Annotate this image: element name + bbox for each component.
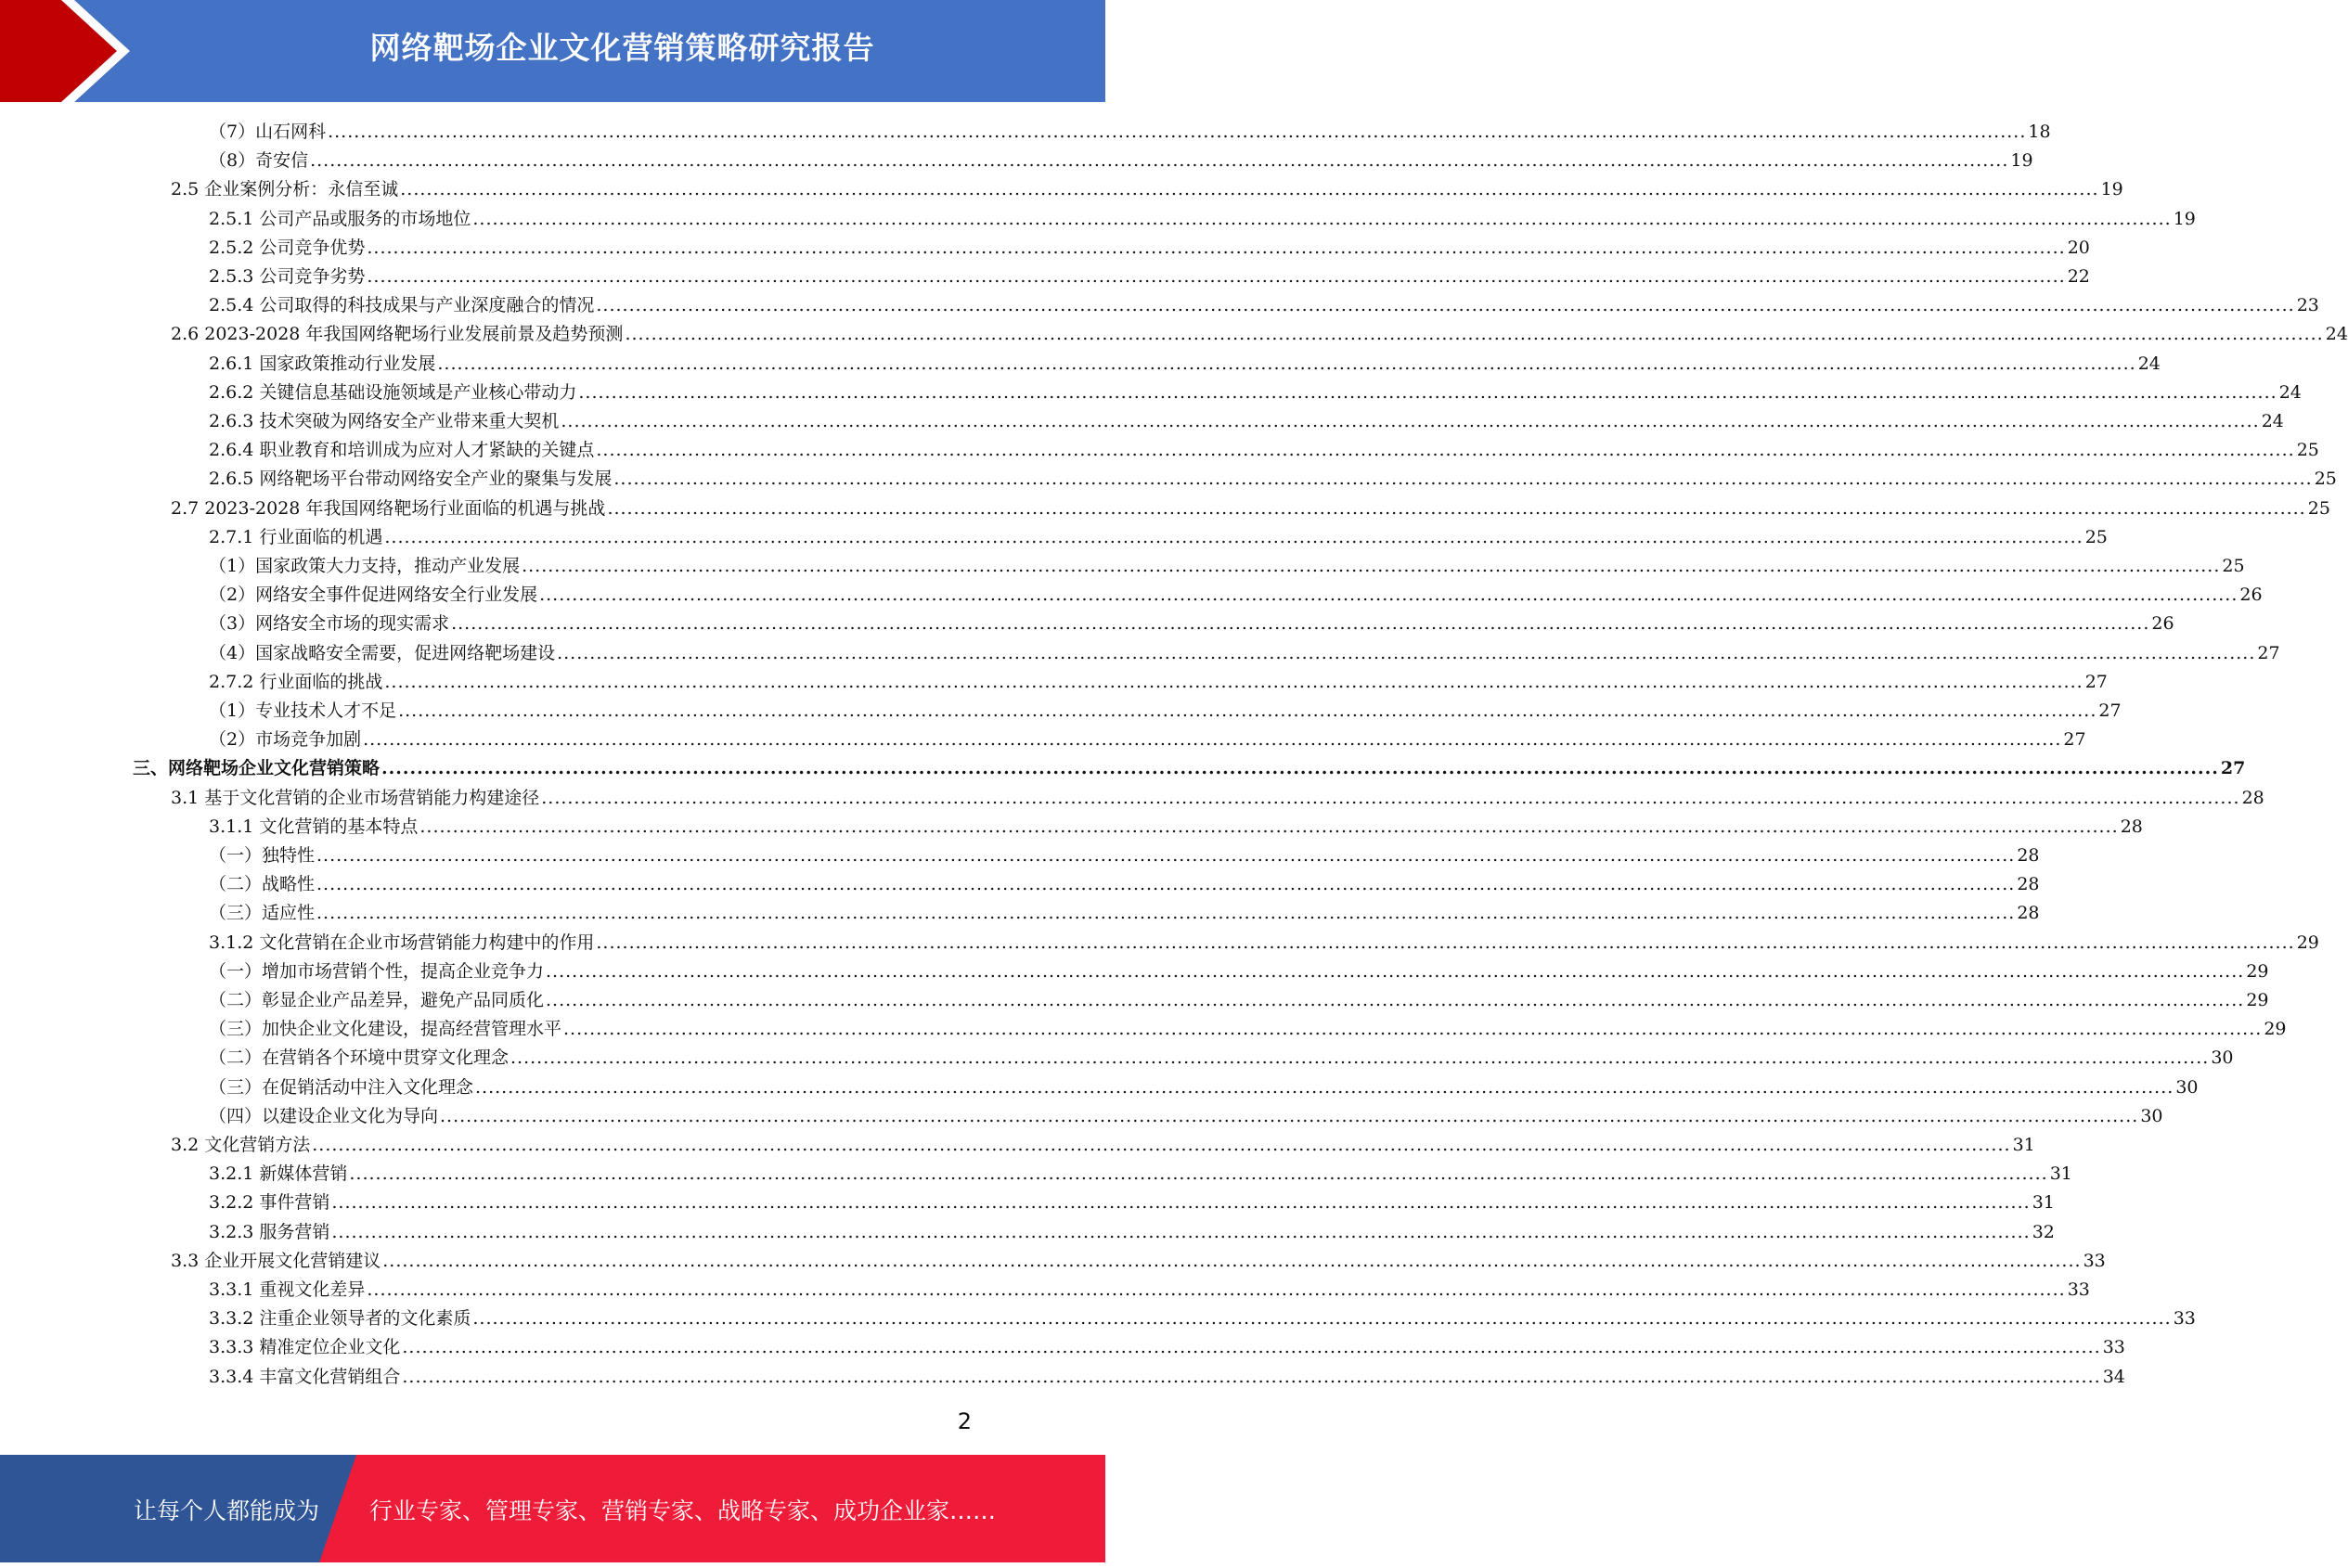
- toc-entry-label: （三）在促销活动中注入文化理念: [209, 1076, 474, 1098]
- toc-leader-dots: ....................................................................................................................................................................................................................................................................: [437, 353, 2136, 374]
- toc-entry-label: 3.2.1 新媒体营销: [209, 1163, 348, 1185]
- toc-entry-label: （三）加快企业文化建设，提高经营管理水平: [209, 1019, 562, 1040]
- toc-entry-label: 三、网络靶场企业文化营销策略: [133, 758, 381, 779]
- toc-entry-label: 3.3.3 精准定位企业文化: [209, 1337, 401, 1358]
- toc-leader-dots: ....................................................................................................................................................................................................................................................................: [563, 1019, 2263, 1040]
- toc-entry-label: （2）市场竞争加剧: [209, 729, 362, 751]
- toc-entry-page: 33: [2067, 1279, 2090, 1300]
- toc-entry[interactable]: [209, 205, 2196, 234]
- toc-entry[interactable]: [171, 320, 2348, 349]
- toc-entry-label: 3.1.1 文化营销的基本特点: [209, 816, 419, 837]
- toc-entry-label: 2.6 2023-2028 年我国网络靶场行业发展前景及趋势预测: [171, 324, 624, 345]
- toc-entry-page: 25: [2084, 526, 2108, 547]
- toc-entry[interactable]: [209, 147, 2033, 175]
- toc-leader-dots: ....................................................................................................................................................................................................................................................................: [578, 381, 2277, 403]
- toc-entry-page: 26: [2239, 585, 2263, 606]
- toc-entry[interactable]: [209, 234, 2090, 263]
- report-title: 网络靶场企业文化营销策略研究报告: [369, 30, 875, 66]
- toc-entry-page: 25: [2307, 497, 2330, 519]
- toc-leader-dots: ....................................................................................................................................................................................................................................................................: [419, 816, 2119, 837]
- toc-entry[interactable]: [171, 784, 2264, 813]
- toc-leader-dots: ....................................................................................................................................................................................................................................................................: [625, 324, 2324, 345]
- toc-leader-dots: ....................................................................................................................................................................................................................................................................: [472, 1308, 2172, 1330]
- toc-entry-page: 27: [2257, 642, 2280, 663]
- toc-leader-dots: ....................................................................................................................................................................................................................................................................: [613, 469, 2313, 490]
- toc-leader-dots: ....................................................................................................................................................................................................................................................................: [367, 1279, 2066, 1300]
- toc-entry-page: 25: [2296, 440, 2319, 461]
- toc-leader-dots: ....................................................................................................................................................................................................................................................................: [607, 497, 2306, 519]
- toc-entry-page: 29: [2264, 1019, 2287, 1040]
- footer-slogan-left: 让每个人都能成为: [134, 1497, 320, 1524]
- toc-entry-label: 2.6.5 网络靶场平台带动网络安全产业的聚集与发展: [209, 469, 613, 490]
- toc-entry-page: 29: [2246, 990, 2269, 1010]
- page-header: [0, 0, 1105, 102]
- toc-leader-dots: ....................................................................................................................................................................................................................................................................: [522, 556, 2221, 576]
- toc-entry-label: （8）奇安信: [209, 150, 309, 172]
- toc-leader-dots: ....................................................................................................................................................................................................................................................................: [402, 1366, 2101, 1387]
- toc-entry[interactable]: [209, 1189, 2055, 1217]
- toc-entry-page: 24: [2278, 381, 2302, 403]
- toc-entry-page: 28: [2017, 903, 2040, 924]
- toc-entry-page: 27: [2084, 671, 2108, 692]
- toc-entry-page: 27: [2063, 729, 2086, 751]
- toc-entry-page: 19: [2010, 150, 2033, 172]
- toc-entry-label: （三）适应性: [209, 903, 316, 924]
- toc-entry[interactable]: [209, 1363, 2125, 1392]
- toc-entry-label: 3.3.4 丰富文化营销组合: [209, 1366, 401, 1387]
- toc-leader-dots: ....................................................................................................................................................................................................................................................................: [382, 1250, 2082, 1271]
- toc-entry-label: 2.6.4 职业教育和培训成为应对人才紧缺的关键点: [209, 440, 595, 461]
- toc-leader-dots: ....................................................................................................................................................................................................................................................................: [596, 440, 2295, 461]
- toc-leader-dots: ....................................................................................................................................................................................................................................................................: [546, 960, 2245, 982]
- toc-entry-page: 30: [2211, 1047, 2234, 1069]
- toc-leader-dots: ....................................................................................................................................................................................................................................................................: [349, 1163, 2048, 1185]
- toc-entry[interactable]: [209, 1160, 2072, 1189]
- toc-entry[interactable]: [209, 465, 2337, 494]
- toc-entry[interactable]: [171, 1247, 2106, 1276]
- toc-entry[interactable]: [209, 813, 2143, 842]
- toc-leader-dots: ....................................................................................................................................................................................................................................................................: [384, 526, 2084, 547]
- toc-leader-dots: ....................................................................................................................................................................................................................................................................: [510, 1047, 2210, 1069]
- toc-entry[interactable]: [209, 1044, 2234, 1073]
- toc-entry-page: 26: [2151, 613, 2174, 635]
- toc-leader-dots: ....................................................................................................................................................................................................................................................................: [331, 1192, 2031, 1214]
- toc-entry-label: （一）独特性: [209, 845, 316, 866]
- toc-entry-label: 3.1.2 文化营销在企业市场营销能力构建中的作用: [209, 932, 595, 953]
- toc-entry-page: 32: [2032, 1221, 2055, 1242]
- toc-entry-page: 29: [2246, 960, 2269, 982]
- toc-entry-label: 2.7.1 行业面临的机遇: [209, 526, 383, 547]
- toc-entry[interactable]: [209, 726, 2086, 754]
- toc-entry-page: 28: [2017, 874, 2040, 895]
- toc-leader-dots: ....................................................................................................................................................................................................................................................................: [561, 411, 2260, 431]
- toc-entry[interactable]: [209, 899, 2040, 928]
- toc-entry[interactable]: [209, 842, 2040, 870]
- toc-leader-dots: ....................................................................................................................................................................................................................................................................: [331, 1221, 2031, 1242]
- toc-entry[interactable]: [133, 754, 2246, 783]
- toc-entry-label: 2.7.2 行业面临的挑战: [209, 671, 383, 692]
- toc-entry-page: 20: [2067, 237, 2090, 258]
- toc-entry-page: 25: [2314, 469, 2337, 490]
- toc-leader-dots: ....................................................................................................................................................................................................................................................................: [402, 1337, 2101, 1358]
- toc-entry-label: （二）彰显企业产品差异，避免产品同质化: [209, 990, 545, 1010]
- toc-entry[interactable]: [209, 697, 2122, 726]
- toc-entry-label: 2.6.1 国家政策推动行业发展: [209, 353, 436, 374]
- toc-entry-label: 2.5.3 公司竞争劣势: [209, 266, 366, 287]
- toc-entry[interactable]: [209, 407, 2284, 436]
- toc-entry[interactable]: [209, 1305, 2196, 1333]
- toc-entry-page: 24: [2137, 353, 2161, 374]
- page-footer: [0, 1455, 1105, 1562]
- toc-entry-page: 28: [2241, 787, 2264, 808]
- toc-leader-dots: ....................................................................................................................................................................................................................................................................: [316, 874, 2016, 895]
- footer-slogan-right: 行业专家、管理专家、营销专家、战略专家、成功企业家……: [369, 1497, 997, 1524]
- toc-leader-dots: ....................................................................................................................................................................................................................................................................: [384, 671, 2084, 692]
- toc-entry[interactable]: [171, 175, 2123, 204]
- toc-entry-label: 3.2 文化营销方法: [171, 1135, 311, 1155]
- toc-leader-dots: ....................................................................................................................................................................................................................................................................: [475, 1076, 2174, 1098]
- toc-leader-dots: ....................................................................................................................................................................................................................................................................: [316, 845, 2016, 866]
- toc-entry-page: 25: [2222, 556, 2245, 576]
- toc-entry-page: 34: [2102, 1366, 2125, 1387]
- toc-entry[interactable]: [209, 1333, 2125, 1362]
- toc-entry[interactable]: [171, 1131, 2035, 1160]
- toc-leader-dots: ....................................................................................................................................................................................................................................................................: [400, 179, 2099, 200]
- toc-entry-page: 33: [2083, 1250, 2106, 1271]
- toc-entry-page: 27: [2098, 700, 2122, 721]
- toc-leader-dots: ....................................................................................................................................................................................................................................................................: [310, 150, 2009, 172]
- toc-entry-label: 3.1 基于文化营销的企业市场营销能力构建途径: [171, 787, 540, 808]
- toc-leader-dots: ....................................................................................................................................................................................................................................................................: [539, 585, 2238, 606]
- toc-entry-label: 2.5.1 公司产品或服务的市场地位: [209, 208, 471, 229]
- toc-entry[interactable]: [209, 552, 2245, 581]
- toc-entry-page: 29: [2296, 932, 2319, 953]
- toc-entry-label: 2.6.2 关键信息基础设施领域是产业核心带动力: [209, 381, 577, 403]
- toc-entry-page: 31: [2012, 1135, 2035, 1155]
- toc-leader-dots: ....................................................................................................................................................................................................................................................................: [316, 903, 2016, 924]
- toc-entry[interactable]: [209, 610, 2174, 638]
- toc-entry[interactable]: [171, 495, 2330, 523]
- toc-leader-dots: ....................................................................................................................................................................................................................................................................: [381, 758, 2219, 779]
- toc-entry-page: 31: [2032, 1192, 2055, 1214]
- toc-leader-dots: ....................................................................................................................................................................................................................................................................: [367, 237, 2066, 258]
- toc-entry-page: 19: [2173, 208, 2196, 229]
- toc-entry-page: 18: [2028, 122, 2051, 142]
- toc-leader-dots: ....................................................................................................................................................................................................................................................................: [367, 266, 2066, 287]
- toc-entry[interactable]: [209, 986, 2269, 1015]
- toc-entry-page: 24: [2261, 411, 2284, 431]
- toc-entry-label: 3.2.2 事件营销: [209, 1192, 330, 1214]
- toc-entry-label: 3.2.3 服务营销: [209, 1221, 330, 1242]
- toc-leader-dots: ....................................................................................................................................................................................................................................................................: [363, 729, 2062, 751]
- toc-entry-page: 24: [2325, 324, 2348, 345]
- toc-entry-label: （一）增加市场营销个性，提高企业竞争力: [209, 960, 545, 982]
- toc-leader-dots: ....................................................................................................................................................................................................................................................................: [546, 990, 2245, 1010]
- toc-leader-dots: ....................................................................................................................................................................................................................................................................: [596, 295, 2295, 316]
- toc-leader-dots: ....................................................................................................................................................................................................................................................................: [472, 208, 2172, 229]
- toc-entry-label: 3.3.1 重视文化差异: [209, 1279, 366, 1300]
- toc-entry-label: 2.5.4 公司取得的科技成果与产业深度融合的情况: [209, 295, 595, 316]
- toc-entry[interactable]: [209, 1276, 2090, 1305]
- toc-entry[interactable]: [209, 1015, 2287, 1044]
- toc-entry-page: 23: [2296, 295, 2319, 316]
- toc-entry-label: （3）网络安全市场的现实需求: [209, 613, 450, 635]
- toc-entry-label: （7）山石网科: [209, 122, 327, 142]
- toc-entry-label: 2.6.3 技术突破为网络安全产业带来重大契机: [209, 411, 560, 431]
- toc-entry[interactable]: [209, 523, 2108, 552]
- toc-entry-page: 19: [2100, 179, 2123, 200]
- toc-entry[interactable]: [209, 1218, 2055, 1247]
- toc-leader-dots: ....................................................................................................................................................................................................................................................................: [440, 1105, 2139, 1126]
- toc-entry-page: 31: [2049, 1163, 2072, 1185]
- toc-entry-label: （2）网络安全事件促进网络安全行业发展: [209, 585, 538, 606]
- toc-entry-label: 2.5 企业案例分析：永信至诚: [171, 179, 399, 200]
- toc-entry-page: 27: [2220, 758, 2246, 779]
- toc-entry-label: 2.5.2 公司竞争优势: [209, 237, 366, 258]
- toc-entry[interactable]: [209, 118, 2051, 147]
- toc-entry[interactable]: [209, 870, 2040, 899]
- toc-entry-page: 30: [2140, 1105, 2163, 1126]
- toc-entry-label: （4）国家战略安全需要，促进网络靶场建设: [209, 642, 556, 663]
- toc-leader-dots: ....................................................................................................................................................................................................................................................................: [557, 642, 2256, 663]
- toc-entry[interactable]: [209, 436, 2319, 465]
- toc-entry-page: 30: [2175, 1076, 2199, 1098]
- toc-entry-label: （四）以建设企业文化为导向: [209, 1105, 439, 1126]
- toc-entry-page: 28: [2120, 816, 2143, 837]
- toc-entry-page: 28: [2017, 845, 2040, 866]
- toc-leader-dots: ....................................................................................................................................................................................................................................................................: [541, 787, 2240, 808]
- toc-entry-page: 33: [2102, 1337, 2125, 1358]
- toc-entry-page: 33: [2173, 1308, 2196, 1330]
- toc-leader-dots: ....................................................................................................................................................................................................................................................................: [451, 613, 2150, 635]
- toc-leader-dots: ....................................................................................................................................................................................................................................................................: [596, 932, 2295, 953]
- toc-leader-dots: ....................................................................................................................................................................................................................................................................: [328, 122, 2027, 142]
- page-number: 2: [957, 1408, 972, 1434]
- toc-entry[interactable]: [209, 350, 2161, 379]
- toc-leader-dots: ....................................................................................................................................................................................................................................................................: [398, 700, 2097, 721]
- toc-entry-page: 22: [2067, 266, 2090, 287]
- toc-entry-label: 3.3.2 注重企业领导者的文化素质: [209, 1308, 471, 1330]
- toc-entry[interactable]: [209, 668, 2108, 697]
- toc-entry[interactable]: [209, 929, 2319, 958]
- toc-entry[interactable]: [209, 639, 2280, 668]
- toc-entry[interactable]: [209, 581, 2263, 610]
- toc-entry[interactable]: [209, 291, 2319, 320]
- toc-entry-label: （二）在营销各个环境中贯穿文化理念: [209, 1047, 510, 1069]
- toc-entry-label: （1）国家政策大力支持，推动产业发展: [209, 556, 521, 576]
- toc-leader-dots: ....................................................................................................................................................................................................................................................................: [312, 1135, 2011, 1155]
- toc-entry[interactable]: [209, 958, 2269, 986]
- toc-entry[interactable]: [209, 263, 2090, 291]
- toc-entry[interactable]: [209, 1073, 2199, 1102]
- toc-entry-label: 2.7 2023-2028 年我国网络靶场行业面临的机遇与挑战: [171, 497, 606, 519]
- red-arrow-decoration: [0, 0, 137, 102]
- toc-entry-label: （二）战略性: [209, 874, 316, 895]
- toc-entry[interactable]: [209, 1102, 2163, 1131]
- toc-entry[interactable]: [209, 379, 2302, 407]
- toc-entry-label: （1）专业技术人才不足: [209, 700, 397, 721]
- toc-entry-label: 3.3 企业开展文化营销建议: [171, 1250, 381, 1271]
